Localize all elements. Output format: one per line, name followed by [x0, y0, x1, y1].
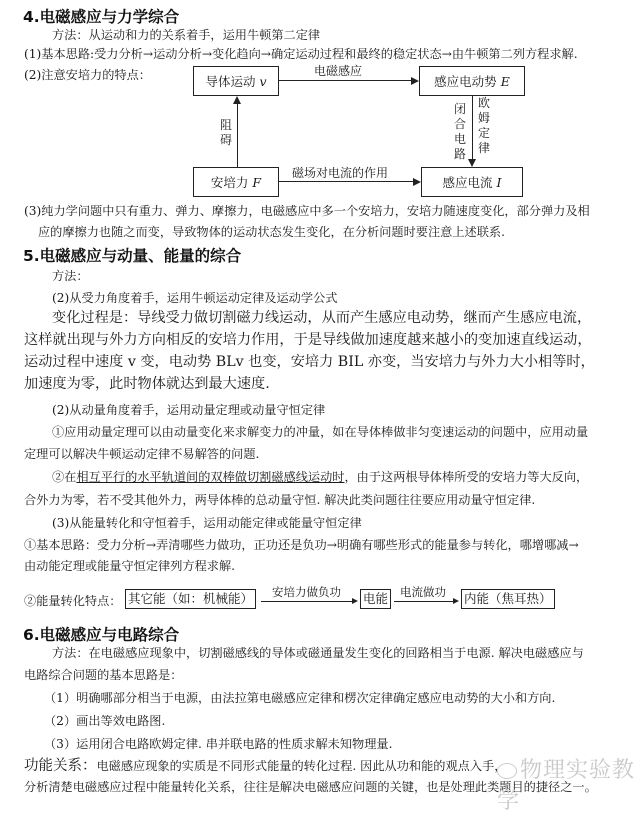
section-6-title: 6.电磁感应与电路综合	[23, 626, 180, 644]
energy-relation-text: 电磁感应现象的实质是不同形式能量的转化过程. 因此从功和能的观点入手，	[96, 759, 507, 773]
arrow-up-icon	[233, 96, 241, 104]
watermark	[497, 753, 640, 815]
box-induced-emf	[419, 66, 525, 96]
energy-relation-line-2: 分析清楚电磁感应过程中能量转化关系，往往是解决电磁感应问题的关键，也是处理此类题目的捷径之一。	[24, 780, 597, 794]
arrow-right-icon	[453, 598, 459, 604]
arrow-bottom-label: 磁场对电流的作用	[292, 166, 389, 180]
energy-box-electric: 电能	[360, 589, 391, 609]
box-induced-current	[421, 167, 523, 197]
energy-1-line-1: ①基本思路：受力分析→弄清哪些力做功，正功还是负功→明确有哪些形式的能量参与转化，哪增哪减→	[24, 538, 579, 552]
section-4-item-3-line-2: 应的摩擦力也随之而变，导致物体的运动状态发生变化，在分析问题时要注意上述联系.	[38, 225, 505, 239]
box-induced-emf-label: 感应电动势	[434, 74, 497, 89]
section-6-step-3: （3）运用闭合电路欧姆定律. 串并联电路的性质求解未知物理量.	[44, 737, 393, 751]
section-5-sub-2b: (2)从动量角度着手，运用动量定理或动量守恒定律	[52, 403, 326, 417]
arrow-left-line	[237, 104, 238, 167]
section-4-title: 4.电磁感应与力学综合	[23, 8, 180, 26]
arrow-right-icon	[413, 178, 421, 186]
energy-box-internal: 内能（焦耳热）	[461, 589, 555, 609]
momentum-2-prefix: ②在	[52, 470, 77, 484]
box-induced-current-label: 感应电流	[442, 175, 493, 190]
watermark-text: 物理实验教学	[497, 758, 636, 814]
energy-arrow-2-line	[394, 601, 454, 602]
momentum-2-suffix: ，由于这两根导体棒所受的安培力等大反向，	[344, 470, 589, 484]
section-6-method-line-1: 方法：在电磁感应现象中，切割磁感线的导体或磁通量发生变化的回路相当于电源. 解决电磁感应与	[52, 646, 584, 660]
arrow-right-label-a: 闭合电路	[453, 102, 466, 161]
momentum-1-line-2: 定理可以解决牛顿运动定律不易解答的问题.	[24, 447, 260, 461]
energy-arrow-1-label: 安培力做负功	[272, 585, 341, 599]
section-4-item-3-line-1: (3)纯力学问题中只有重力、弹力、摩擦力，电磁感应中多一个安培力，安培力随速度变化，部分弹力及相	[24, 204, 590, 218]
section-6-method-line-2: 电路综合问题的基本思路是：	[24, 668, 183, 682]
process-line-2: 这样就出现与外力方向相反的安培力作用，于是导线做加速度越来越小的变加速直线运动，	[24, 332, 592, 348]
box-conductor-motion-label: 导体运动	[205, 74, 256, 89]
energy-relation-label: 功能关系：	[24, 758, 97, 774]
box-conductor-motion	[193, 66, 279, 96]
box-ampere-force	[193, 167, 279, 197]
var-v: v	[259, 73, 267, 89]
arrow-top-line	[279, 80, 411, 81]
arrow-left-label: 阻碍	[219, 118, 232, 147]
arrow-top-label: 电磁感应	[314, 64, 363, 78]
energy-1-line-2: 由动能定理或能量守恒定律列方程求解.	[24, 559, 236, 573]
section-4-item-2-label: (2)注意安培力的特点：	[24, 68, 151, 82]
energy-box-other: 其它能（如：机械能）	[125, 589, 256, 609]
wechat-icon	[497, 763, 517, 779]
var-f: F	[252, 174, 262, 190]
arrow-right-icon	[352, 598, 358, 604]
energy-arrow-2-label: 电流做功	[400, 585, 446, 599]
momentum-2-underlined: 相互平行的水平轨道间的双棒做切割磁感线运动时	[76, 470, 345, 484]
energy-arrow-1-line	[261, 601, 353, 602]
momentum-2-line-2: 合外力为零，若不受其他外力，两导体棒的总动量守恒. 解决此类问题往往要应用动量守恒定律.	[24, 493, 536, 507]
var-i: I	[496, 174, 502, 190]
energy-relation-line-1	[24, 756, 506, 776]
arrow-bottom-line	[279, 181, 413, 182]
arrow-right-label-b: 欧姆定律	[477, 96, 490, 155]
momentum-1-line-1: ①应用动量定理可以由动量变化来求解变力的冲量，如在导体棒做非匀变速运动的问题中，应用动量	[52, 425, 589, 439]
section-4-item-1: (1)基本思路:受力分析→运动分析→变化趋向→确定运动过程和最终的稳定状态→由牛顿第二列方程求解.	[24, 47, 578, 61]
section-4-method: 方法：从运动和力的关系着手，运用牛顿第二定律	[52, 28, 321, 42]
energy-2-label: ②能量转化特点：	[24, 594, 122, 608]
section-5-method: 方法：	[52, 269, 89, 283]
section-6-step-1: （1）明确哪部分相当于电源，由法拉第电磁感应定律和楞次定律确定感应电动势的大小和方向.	[44, 691, 556, 705]
section-5-sub-2: (2)从受力角度着手，运用牛顿运动定律及运动学公式	[52, 291, 338, 305]
var-e: E	[500, 73, 510, 89]
section-5-title: 5.电磁感应与动量、能量的综合	[23, 247, 242, 265]
section-6-step-2: （2）画出等效电路图.	[44, 714, 166, 728]
arrow-right-line	[472, 96, 473, 159]
momentum-2-line-1	[52, 469, 588, 485]
process-line-1: 变化过程是：导线受力做切割磁力线运动，从而产生感应电动势，继而产生感应电流，	[52, 310, 592, 326]
box-ampere-force-label: 安培力	[210, 175, 249, 190]
arrow-down-icon	[468, 159, 476, 167]
section-5-sub-3: (3)从能量转化和守恒着手，运用动能定律或能量守恒定律	[52, 516, 362, 530]
process-line-3: 运动过程中速度 v 变，电动势 BLv 也变，安培力 BIL 亦变，当安培力与外力大小相等时，	[24, 354, 595, 370]
arrow-right-icon	[411, 77, 419, 85]
process-line-4: 加速度为零，此时物体就达到最大速度.	[24, 376, 270, 392]
